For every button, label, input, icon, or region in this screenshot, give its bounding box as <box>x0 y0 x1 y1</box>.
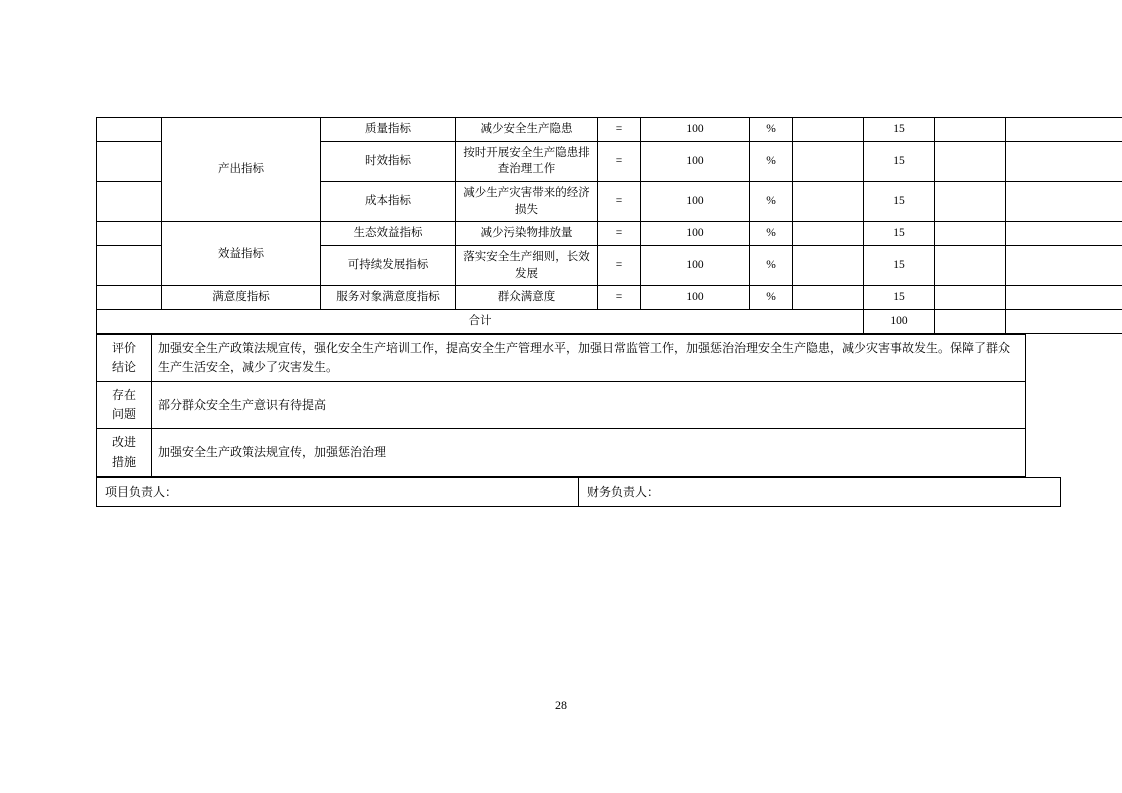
note-label-evaluation <box>97 334 152 381</box>
signature-body <box>97 477 1061 506</box>
blank-cell <box>793 222 864 246</box>
value-cell: 100 <box>641 286 750 310</box>
remark-cell <box>1006 141 1122 181</box>
total-score-cell: 100 <box>864 310 935 334</box>
score-cell: 15 <box>864 222 935 246</box>
operator-cell: = <box>598 182 641 222</box>
operator-cell: = <box>598 118 641 142</box>
subtype-cell: 生态效益指标 <box>321 222 456 246</box>
indicator-name-cell: 落实安全生产细则，长效发展 <box>456 246 598 286</box>
indicator-name-cell: 群众满意度 <box>456 286 598 310</box>
operator-cell: = <box>598 246 641 286</box>
actual-score-cell <box>935 286 1006 310</box>
note-label-line2: 措施 <box>111 454 136 469</box>
score-cell: 15 <box>864 182 935 222</box>
row-index-cell <box>97 118 162 142</box>
blank-cell <box>793 182 864 222</box>
note-label-line1: 评价 <box>111 340 136 355</box>
blank-cell <box>793 118 864 142</box>
note-label-line2: 结论 <box>111 359 136 374</box>
unit-cell: % <box>750 286 793 310</box>
row-index-cell <box>97 286 162 310</box>
note-text-evaluation: 加强安全生产政策法规宣传，强化安全生产培训工作，提高安全生产管理水平，加强日常监管工作，加强惩治治理安全生产隐患，减少灾害事故发生。保障了群众生产生活安全，减少了灾害发生。 <box>152 334 1026 381</box>
score-cell: 15 <box>864 141 935 181</box>
value-cell: 100 <box>641 246 750 286</box>
remark-cell <box>1006 222 1122 246</box>
actual-score-cell <box>935 246 1006 286</box>
score-cell: 15 <box>864 286 935 310</box>
score-cell: 15 <box>864 118 935 142</box>
value-cell: 100 <box>641 141 750 181</box>
value-cell: 100 <box>641 118 750 142</box>
actual-score-cell <box>935 182 1006 222</box>
total-actual-cell <box>935 310 1006 334</box>
category-cell: 效益指标 <box>162 222 321 286</box>
note-text-improvements: 加强安全生产政策法规宣传，加强惩治治理 <box>152 429 1026 476</box>
actual-score-cell <box>935 141 1006 181</box>
signature-table <box>96 477 1061 507</box>
actual-score-cell <box>935 222 1006 246</box>
operator-cell: = <box>598 222 641 246</box>
category-cell: 产出指标 <box>162 118 321 222</box>
indicator-name-cell: 减少生产灾害带来的经济损失 <box>456 182 598 222</box>
unit-cell: % <box>750 141 793 181</box>
table-body <box>97 118 1122 334</box>
note-label-improvements <box>97 429 152 476</box>
unit-cell: % <box>750 182 793 222</box>
remark-cell <box>1006 118 1122 142</box>
remark-cell <box>1006 286 1122 310</box>
table-row <box>97 286 1122 310</box>
notes-body <box>97 334 1026 476</box>
remark-cell <box>1006 246 1122 286</box>
subtype-cell: 时效指标 <box>321 141 456 181</box>
subtype-cell: 成本指标 <box>321 182 456 222</box>
unit-cell: % <box>750 246 793 286</box>
subtype-cell: 服务对象满意度指标 <box>321 286 456 310</box>
note-label-problems <box>97 382 152 429</box>
indicator-name-cell: 减少污染物排放量 <box>456 222 598 246</box>
table-total-row <box>97 310 1122 334</box>
row-index-cell <box>97 182 162 222</box>
subtype-cell: 可持续发展指标 <box>321 246 456 286</box>
unit-cell: % <box>750 222 793 246</box>
row-index-cell <box>97 222 162 246</box>
category-cell: 满意度指标 <box>162 286 321 310</box>
note-text-problems: 部分群众安全生产意识有待提高 <box>152 382 1026 429</box>
value-cell: 100 <box>641 182 750 222</box>
indicator-name-cell: 减少安全生产隐患 <box>456 118 598 142</box>
table-row <box>97 118 1122 142</box>
note-label-line1: 存在 <box>111 388 136 403</box>
operator-cell: = <box>598 286 641 310</box>
table-row <box>97 222 1122 246</box>
unit-cell: % <box>750 118 793 142</box>
project-leader-signature: 项目负责人： <box>97 477 579 506</box>
note-label-line2: 问题 <box>111 407 136 422</box>
remark-cell <box>1006 182 1122 222</box>
subtype-cell: 质量指标 <box>321 118 456 142</box>
note-row-improvements <box>97 429 1026 476</box>
blank-cell <box>793 141 864 181</box>
actual-score-cell <box>935 118 1006 142</box>
score-cell: 15 <box>864 246 935 286</box>
performance-sheet <box>96 117 1026 507</box>
total-label-cell: 合计 <box>97 310 864 334</box>
blank-cell <box>793 246 864 286</box>
operator-cell: = <box>598 141 641 181</box>
note-row-evaluation <box>97 334 1026 381</box>
signature-row <box>97 477 1061 506</box>
notes-table <box>96 334 1026 477</box>
row-index-cell <box>97 141 162 181</box>
note-label-line1: 改进 <box>111 435 136 450</box>
value-cell: 100 <box>641 222 750 246</box>
indicator-name-cell: 按时开展安全生产隐患排查治理工作 <box>456 141 598 181</box>
page-number: 28 <box>555 698 567 712</box>
finance-leader-signature: 财务负责人： <box>579 477 1061 506</box>
row-index-cell <box>97 246 162 286</box>
performance-indicator-table <box>96 117 1122 334</box>
note-row-problems <box>97 382 1026 429</box>
total-remark-cell <box>1006 310 1122 334</box>
blank-cell <box>793 286 864 310</box>
